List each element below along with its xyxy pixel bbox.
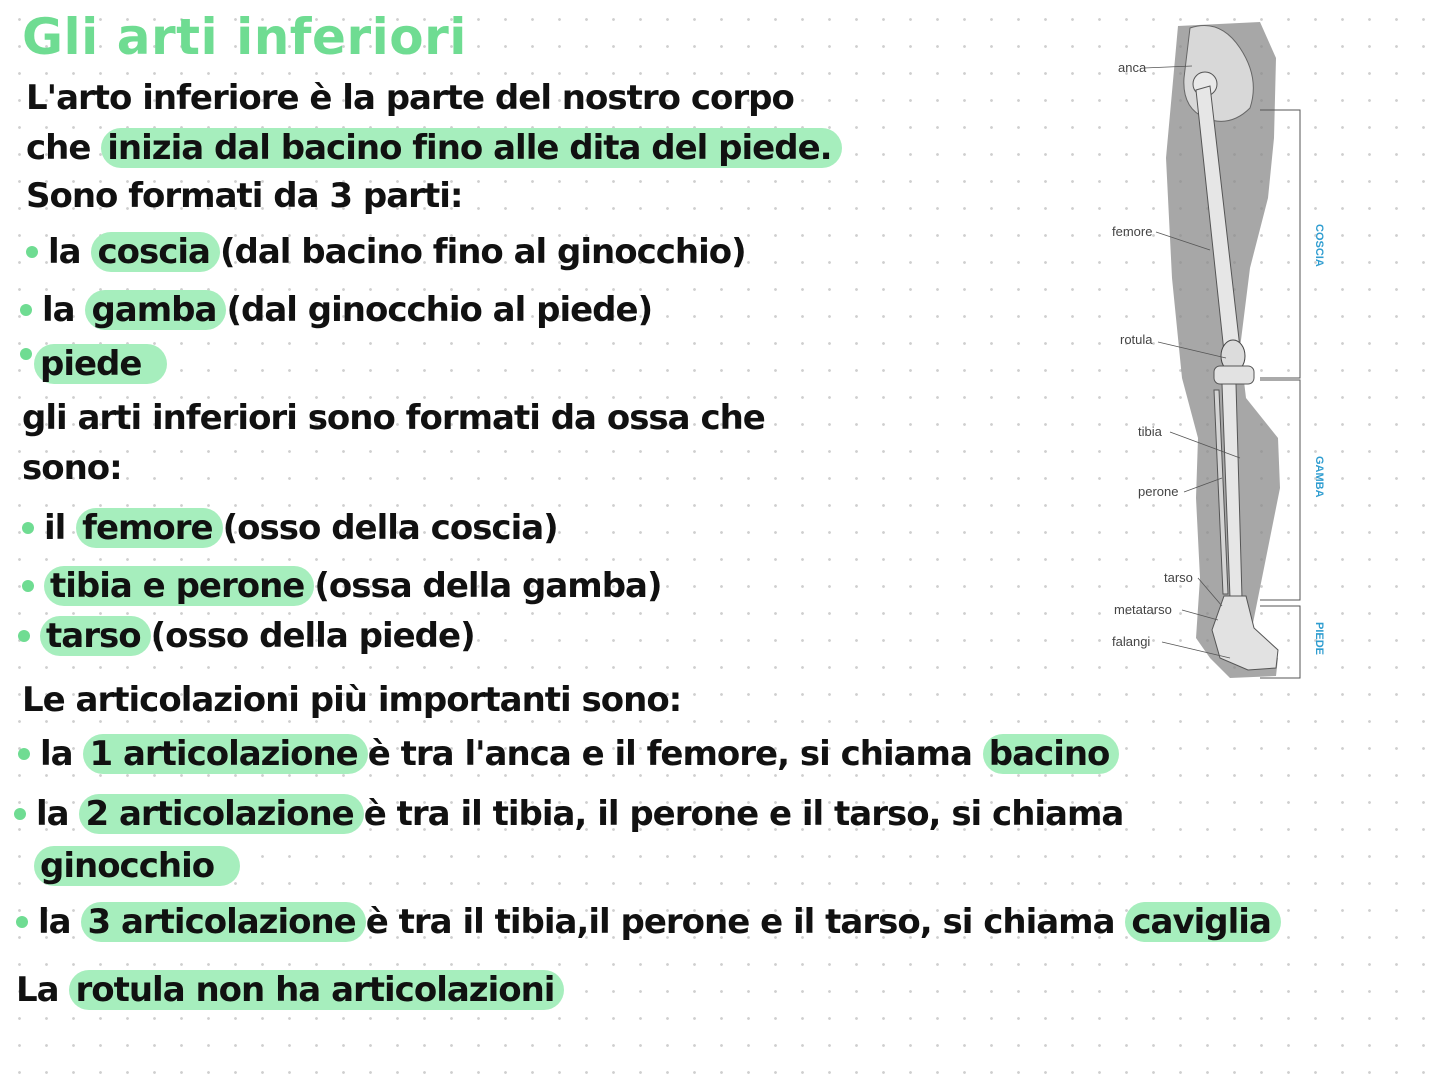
segment-piede: PIEDE — [1313, 622, 1325, 656]
part-item-piede — [20, 344, 167, 384]
joint-pre: la — [36, 794, 69, 834]
joint-highlight: 3 articolazione — [81, 902, 365, 942]
joint-item-2-continued — [34, 846, 240, 886]
leg-skeleton-illustration — [1100, 18, 1340, 688]
bullet-icon — [20, 348, 32, 360]
label-metatarso: metatarso — [1114, 602, 1172, 617]
page-title: Gli arti inferiori — [22, 8, 467, 66]
bullet-icon — [18, 630, 30, 642]
part-item-gamba — [20, 290, 652, 330]
part-post: (dal ginocchio al piede) — [226, 290, 653, 330]
bone-post: (osso della piede) — [150, 616, 475, 656]
label-rotula: rotula — [1120, 332, 1153, 347]
bones-intro-line-2: sono: — [22, 448, 122, 488]
bullet-icon — [22, 580, 34, 592]
bullet-icon — [16, 916, 28, 928]
closing-pre: La — [16, 970, 59, 1010]
joint-name-highlight: caviglia — [1125, 902, 1281, 942]
bone-item-tibia-perone — [22, 566, 662, 606]
part-highlight: piede — [34, 344, 167, 384]
segment-coscia: COSCIA — [1313, 224, 1325, 267]
part-highlight: coscia — [91, 232, 220, 272]
joint-highlight: 2 articolazione — [79, 794, 363, 834]
joint-item-2 — [14, 794, 1123, 834]
joint-name-highlight: bacino — [983, 734, 1120, 774]
joint-name-highlight: ginocchio — [34, 846, 240, 886]
label-perone: perone — [1138, 484, 1179, 499]
joint-mid: è tra il tibia,il perone e il tarso, si chiama — [365, 902, 1115, 942]
joint-highlight: 1 articolazione — [83, 734, 367, 774]
bone-item-tarso — [18, 616, 475, 656]
bone-highlight: femore — [76, 508, 222, 548]
segment-gamba: GAMBA — [1313, 456, 1325, 498]
bullet-icon — [20, 304, 32, 316]
bone-item-femore — [22, 508, 558, 548]
leg-skeleton-figure — [1100, 18, 1340, 688]
part-pre: la — [48, 232, 81, 272]
joint-item-1 — [18, 734, 1119, 774]
closing-highlight: rotula non ha articolazioni — [69, 970, 564, 1010]
bone-post: (osso della coscia) — [222, 508, 558, 548]
label-anca: anca — [1118, 60, 1147, 75]
label-tarso: tarso — [1164, 570, 1193, 585]
joint-pre: la — [38, 902, 71, 942]
label-tibia: tibia — [1138, 424, 1162, 439]
joint-mid: è tra il tibia, il perone e il tarso, si chiama — [363, 794, 1124, 834]
bones-intro-line-1: gli arti inferiori sono formati da ossa che — [22, 398, 765, 438]
closing-line — [16, 970, 564, 1010]
part-pre: la — [42, 290, 75, 330]
part-highlight: gamba — [85, 290, 226, 330]
joint-pre: la — [40, 734, 73, 774]
bone-highlight: tibia e perone — [44, 566, 314, 606]
intro-line-2 — [26, 128, 842, 168]
joint-item-3 — [16, 902, 1281, 942]
intro-line-1: L'arto inferiore è la parte del nostro corpo — [26, 78, 794, 118]
bullet-icon — [22, 522, 34, 534]
bone-pre: il — [44, 508, 66, 548]
part-item-coscia — [26, 232, 746, 272]
bone-highlight: tarso — [40, 616, 151, 656]
intro-line-3: Sono formati da 3 parti: — [26, 176, 463, 216]
bullet-icon — [18, 748, 30, 760]
joint-mid: è tra l'anca e il femore, si chiama — [367, 734, 972, 774]
intro-highlight: inizia dal bacino fino alle dita del piede. — [101, 128, 841, 168]
intro-line-2-text: che — [26, 128, 91, 168]
label-falangi: falangi — [1112, 634, 1151, 649]
bullet-icon — [14, 808, 26, 820]
label-femore: femore — [1112, 224, 1153, 239]
bone-post: (ossa della gamba) — [314, 566, 662, 606]
bullet-icon — [26, 246, 38, 258]
joints-intro: Le articolazioni più importanti sono: — [22, 680, 682, 720]
part-post: (dal bacino fino al ginocchio) — [219, 232, 746, 272]
